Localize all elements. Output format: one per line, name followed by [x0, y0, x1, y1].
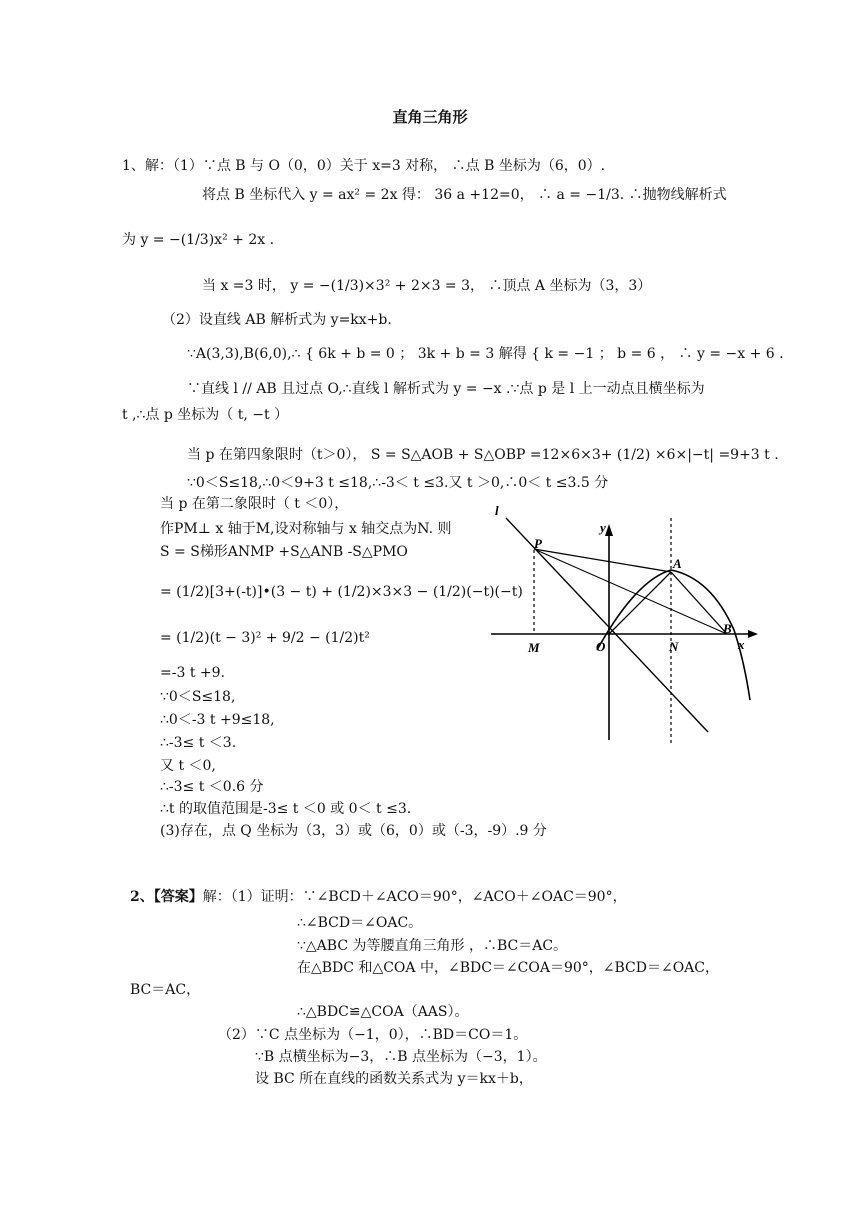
- p1-line-18: ∴0＜-3 t +9≤18,: [160, 712, 275, 728]
- p2-number: 2、: [130, 889, 154, 905]
- label-x: x: [738, 637, 745, 652]
- x-axis-arrow: [748, 630, 758, 638]
- segment-OA: [609, 572, 671, 634]
- p2-line-1: [130, 888, 627, 906]
- p1-line-6: ∵A(3,3),B(6,0),∴ { 6k + b = 0 ； 3k + b = 3 解得 { k = −1 ； b = 6 ， ∴ y = −x + 6 .: [187, 346, 784, 362]
- p2-line-4: 在△BDC 和△COA 中，∠BDC＝∠COA＝90°，∠BCD＝∠OAC，: [297, 960, 720, 976]
- y-axis-arrow: [605, 524, 613, 536]
- p1-line-23: (3)存在，点 Q 坐标为（3，3）或（6，0）或（-3，-9）.9 分: [160, 823, 547, 839]
- p2-line-8: ∵B 点横坐标为−3，∴B 点坐标为（−3，1）。: [255, 1049, 547, 1065]
- p2-answer-tag: 【答案】: [153, 889, 203, 905]
- label-A: A: [673, 556, 682, 571]
- p1-line-2: 将点 B 坐标代入 y = ax² = 2x 得： 36 a +12=0， ∴ a = −1/3. ∴抛物线解析式: [202, 187, 727, 203]
- label-y: y: [600, 520, 606, 535]
- p2-line-6: ∴△BDC≌△COA（AAS）。: [297, 1004, 469, 1020]
- p1-line-10: ∵0＜S≤18,∴0＜9+3 t ≤18,∴-3＜ t ≤3.又 t ＞0,∴0＜ t ≤3.5 分: [187, 475, 609, 491]
- label-B: B: [723, 621, 732, 636]
- label-N: N: [669, 639, 679, 654]
- page-title: 直角三角形: [392, 108, 468, 126]
- p1-line-17: ∵0＜S≤18,: [160, 689, 236, 705]
- p1-line-9: 当 p 在第四象限时（t＞0）， S = S△AOB + S△OBP =12×6×3+ (1/2) ×6×|−t| =9+3 t .: [187, 447, 779, 463]
- label-O: O: [596, 639, 606, 654]
- p2-line-2: ∴∠BCD＝∠OAC。: [297, 915, 423, 931]
- p1-line-4: 当 x =3 时， y = −(1/3)×3² + 2×3 = 3， ∴顶点 A 坐标为（3，3）: [202, 278, 652, 294]
- label-M: M: [528, 640, 540, 655]
- geometry-figure: [486, 500, 786, 760]
- p1-line-16: =-3 t +9.: [160, 665, 225, 681]
- p1-line-22: ∴t 的取值范围是-3≤ t ＜0 或 0＜ t ≤3.: [160, 801, 412, 817]
- label-l: l: [495, 503, 499, 518]
- p1-line-1: 1、解：（1）∵点 B 与 O（0，0）关于 x=3 对称， ∴点 B 坐标为（6，0）.: [122, 158, 606, 174]
- p2-line-3: ∵△ABC 为等腰直角三角形 ，∴BC＝AC。: [297, 938, 568, 954]
- p1-line-12: 作PM⊥ x 轴于M,设对称轴与 x 轴交点为N. 则: [160, 521, 452, 537]
- p1-line-15: = (1/2)(t − 3)² + 9/2 − (1/2)t²: [160, 630, 370, 646]
- p1-line-20: 又 t ＜0,: [160, 758, 216, 774]
- p1-line-19: ∴-3≤ t ＜3.: [160, 735, 237, 751]
- p1-line-11: 当 p 在第二象限时（ t ＜0），: [160, 496, 349, 512]
- p1-line-14: = (1/2)[3+(-t)]•(3 − t) + (1/2)×3×3 − (1/2)(−t)(−t): [160, 584, 523, 600]
- p1-line-8: t ,∴点 p 坐标为（ t, −t ）: [122, 407, 289, 423]
- p1-line-5: （2）设直线 AB 解析式为 y=kx+b.: [162, 312, 392, 328]
- p1-line-13: S = S梯形ANMP +S△ANB -S△PMO: [160, 544, 408, 560]
- p2-line-7: （2）∵C 点坐标为（−1，0），∴BD＝CO＝1。: [218, 1027, 528, 1043]
- segment-PB: [534, 549, 727, 634]
- p1-line-3: 为 y = −(1/3)x² + 2x .: [122, 232, 275, 248]
- label-P: P: [534, 536, 542, 551]
- p2-line-1-text: 解：（1）证明：∵∠BCD＋∠ACO＝90°，∠ACO＋∠OAC＝90°，: [202, 889, 627, 905]
- p1-line-21: ∴-3≤ t ＜0.6 分: [160, 779, 264, 795]
- p1-line-7: ∵直线 l // AB 且过点 O,∴直线 l 解析式为 y = −x .∵点 p 是 l 上一动点且横坐标为: [187, 381, 705, 397]
- p2-line-5: BC＝AC，: [130, 982, 201, 998]
- p2-line-9: 设 BC 所在直线的函数关系式为 y＝kx＋b，: [255, 1071, 533, 1087]
